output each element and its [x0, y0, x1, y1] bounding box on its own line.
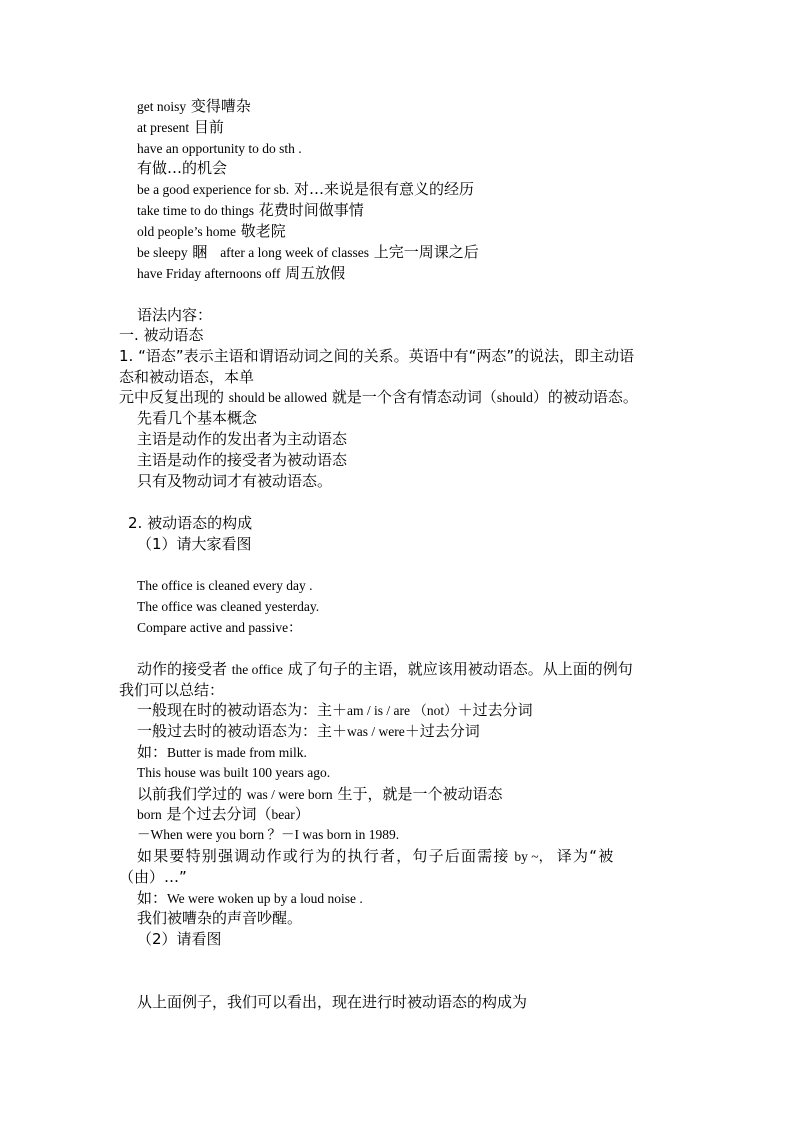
- section-title: 一. 被动语态: [119, 326, 204, 344]
- concept-line: 只有及物动词才有被动语态。: [137, 472, 333, 490]
- subsection-title: 2. 被动语态的构成: [128, 514, 253, 532]
- example-sentence: Compare active and passive：: [137, 620, 302, 635]
- example-line: This house was built 100 years ago.: [137, 765, 331, 780]
- note-line: born 是个过去分词（bear）: [137, 805, 310, 823]
- vocab-item: have an opportunity to do sth .: [137, 141, 302, 156]
- example-sentence: The office is cleaned every day .: [137, 578, 313, 593]
- subsection-subtitle: （2）请看图: [137, 930, 222, 948]
- dialog-line: －When were you born ？－I was born in 1989.: [137, 827, 400, 842]
- vocab-item: old people’s home 敬老院: [137, 222, 286, 240]
- paragraph-line: 1. “语态”表示主语和谓语动词之间的关系。英语中有“两态”的说法，即主动语: [119, 347, 635, 365]
- note-line: 以前我们学过的 was / were born 生于，就是一个被动语态: [137, 785, 503, 803]
- vocab-item: have Friday afternoons off 周五放假: [137, 264, 346, 282]
- vocab-item: 有做…的机会: [137, 159, 228, 177]
- concept-line: 主语是动作的接受者为被动语态: [137, 451, 348, 469]
- rule-line: 一般过去时的被动语态为：主＋was / were＋过去分词: [137, 722, 480, 740]
- grammar-heading: 语法内容：: [137, 306, 213, 324]
- paragraph-line: 从上面例子，我们可以看出，现在进行时被动语态的构成为: [137, 993, 528, 1011]
- concept-line: 主语是动作的发出者为主动语态: [137, 430, 348, 448]
- example-line: 如：We were woken up by a loud noise .: [137, 889, 363, 907]
- paragraph-line: 态和被动语态，本单: [119, 368, 255, 386]
- summary-line: 动作的接受者 the office 成了句子的主语，就应该用被动语态。从上面的例句: [137, 660, 633, 678]
- example-translation: 我们被嘈杂的声音吵醒。: [137, 909, 303, 927]
- concept-line: 先看几个基本概念: [137, 409, 258, 427]
- vocab-item: at present 目前: [137, 118, 224, 136]
- vocab-item: get noisy 变得嘈杂: [137, 97, 251, 115]
- note-line: （由）…”: [119, 868, 187, 886]
- vocab-item: be sleepy 睏 after a long week of classes 上完一周课之后: [137, 243, 479, 261]
- vocab-item: take time to do things 花费时间做事情: [137, 201, 364, 219]
- vocab-item: be a good experience for sb. 对…来说是很有意义的经历: [137, 180, 474, 198]
- note-line: 如果要特别强调动作或行为的执行者，句子后面需接 by ~， 译为“被: [137, 847, 615, 865]
- example-sentence: The office was cleaned yesterday.: [137, 599, 320, 614]
- paragraph-line: 元中反复出现的 should be allowed 就是一个含有情态动词（should）的被动语态。: [119, 388, 638, 406]
- rule-line: 一般现在时的被动语态为：主＋am / is / are （not）＋过去分词: [137, 701, 533, 719]
- subsection-subtitle: （1）请大家看图: [137, 535, 252, 553]
- summary-line: 我们可以总结：: [119, 681, 225, 699]
- example-line: 如：Butter is made from milk.: [137, 743, 307, 761]
